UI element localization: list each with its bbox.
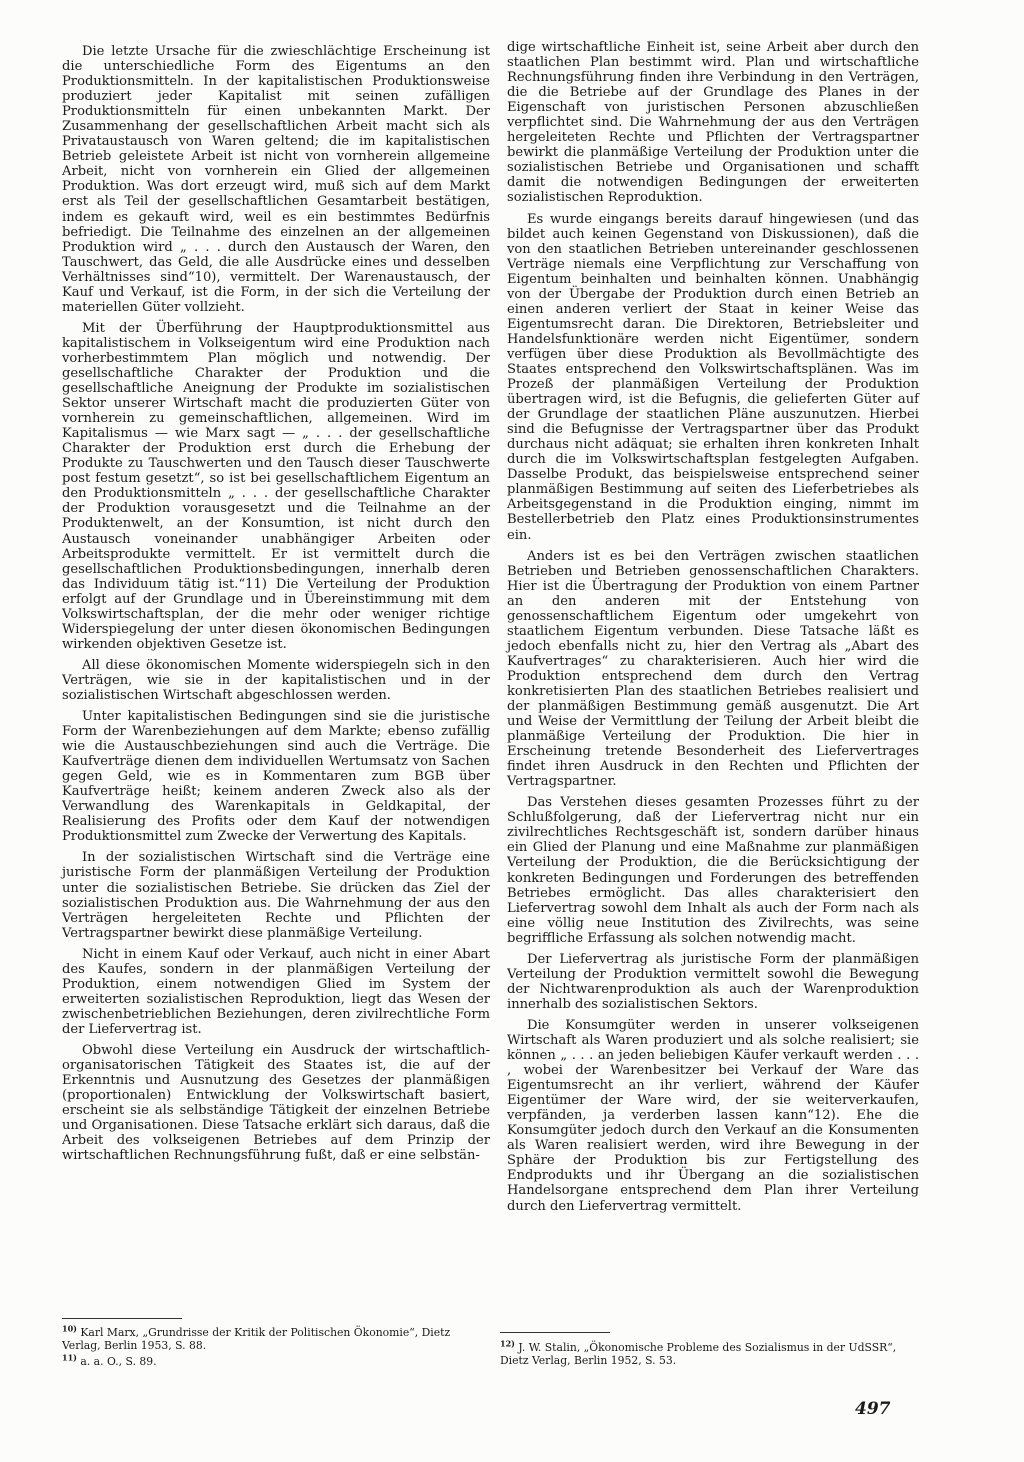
paragraph: Es wurde eingangs bereits darauf hingewiesen (und das bildet auch keinen Gegenstand von Diskussionen), daß die von den staatlichen Betrieben untereinander geschlossenen Verträge niemals eine Verpflichtung zur Verschaffung von Eigentum beinhalten und beinhalten können. Unabhängig von der Übergabe der Produktion durch einen Betrieb an einen anderen verliert der Staat in keiner Weise das Eigentumsrecht daran. Die Direktoren, Betriebsleiter und Handelsfunktionäre werden nicht Eigentümer, sondern verfügen über diese Produktion als Bevollmächtigte des Staates entsprechend den Volkswirtschaftsplänen. Was im Prozeß der planmäßigen Verteilung der Produktion übertragen wird, ist die Befugnis, die gelieferten Güter auf der Grundlage der staatlichen Pläne auszunutzen. Hierbei sind die Befugnisse der Vertragspartner über das Produkt durchaus nicht adäquat; sie erhalten ihren konkreten Inhalt durch die im Volkswirtschaftsplan festgelegten Aufgaben. Dasselbe Produkt, das beispielsweise entsprechend seiner planmäßigen Bestimmung auf seiten des Lieferbetriebes als Arbeitsgegenstand in die Produktion einging, nimmt im Bestellerbetrieb den Platz eines Produktionsinstrumentes ein.	[507, 211, 919, 543]
footnote-mark: 11)	[62, 1352, 77, 1363]
footnote-mark: 12)	[500, 1338, 515, 1349]
paragraph: Die letzte Ursache für die zwieschlächtige Erscheinung ist die unterschiedliche Form des Eigentums an den Produktionsmitteln. In der kapitalistischen Produktionsweise produziert jeder Kapitalist mit seinen zufälligen Produktionsmitteln für einen unbekannten Markt. Der Zusammenhang der gesellschaftlichen Arbeit macht sich als Privataustausch von Waren geltend; die im kapitalistischen Betrieb geleistete Arbeit ist nicht von vornherein allgemeine Arbeit, nicht von vornherein ein Glied der allgemeinen Produktion. Was dort erzeugt wird, muß sich auf dem Markt erst als Teil der gesellschaftlichen Gesamtarbeit bestätigen, indem es gekauft wird, weil es ein bestimmtes Bedürfnis befriedigt. Die Teilnahme des einzelnen an der allgemeinen Produktion wird „ . . . durch den Austausch der Waren, den Tauschwert, das Geld, die alle Ausdrücke eines und desselben Verhältnisses sind“10), vermittelt. Der Warenaustausch, der Kauf und Verkauf, ist die Form, in der sich die Verteilung der materiellen Güter vollzieht.	[62, 44, 490, 315]
paragraph: Der Liefervertrag als juristische Form der planmäßigen Verteilung der Produktion vermittelt sowohl die Bewegung der Nichtwarenproduktion als auch der Warenproduktion innerhalb des sozialistischen Sektors.	[507, 951, 919, 1012]
paragraph: All diese ökonomischen Momente widerspiegeln sich in den Verträgen, wie sie in der kapitalistischen und in der sozialistischen Wirtschaft abgeschlossen werden.	[62, 657, 490, 703]
paragraph: Unter kapitalistischen Bedingungen sind sie die juristische Form der Warenbeziehungen auf dem Markte; ebenso zufällig wie die Austauschbeziehungen sind auch die Verträge. Die Kaufverträge dienen dem individuellen Wertumsatz von Sachen gegen Geld, wie es in Kommentaren zum BGB über Kaufverträge heißt; keinem anderen Zweck also als der Verwandlung des Warenkapitals in Geldkapital, der Realisierung des Profits oder dem Kauf der notwendigen Produktionsmittel zum Zwecke der Verwertung des Kapitals.	[62, 709, 490, 845]
paragraph: Obwohl diese Verteilung ein Ausdruck der wirtschaftlich-organisatorischen Tätigkeit des Staates ist, die auf der Erkenntnis und Ausnutzung des Gesetzes der planmäßigen (proportionalen) Entwicklung der Volkswirtschaft basiert, erscheint sie als selbständige Tätigkeit der einzelnen Betriebe und Organisationen. Diese Tatsache erklärt sich daraus, daß die Arbeit des volkseigenen Betriebes auf dem Prinzip der wirtschaftlichen Rechnungsführung fußt, daß er eine selbstän-	[62, 1043, 490, 1164]
left-column	[62, 44, 490, 1169]
page-number: 497	[855, 1399, 891, 1419]
footnotes-left	[62, 1323, 490, 1371]
paragraph: Nicht in einem Kauf oder Verkauf, auch nicht in einer Abart des Kaufes, sondern in der planmäßigen Verteilung der Produktion, einem notwendigen Glied im System der erweiterten sozialistischen Reproduktion, liegt das Wesen der zwischenbetrieblichen Beziehungen, deren zivilrechtliche Form der Liefervertrag ist.	[62, 946, 490, 1037]
footnote-mark: 10)	[62, 1323, 77, 1334]
footnote-divider	[500, 1332, 610, 1333]
paragraph: Anders ist es bei den Verträgen zwischen staatlichen Betrieben und Betrieben genossenschaftlichen Charakters. Hier ist die Übertragung der Produktion von einem Partner an den anderen mit der Entstehung von genossenschaftlichem Eigentum oder umgekehrt von staatlichem Eigentum verbunden. Diese Tatsache läßt es jedoch ebenfalls nicht zu, hier den Vertrag als „Abart des Kaufvertrages“ zu charakterisieren. Auch hier wird die Produktion entsprechend dem durch den Vertrag konkretisierten Plan des staatlichen Betriebes realisiert und der planmäßigen Bestimmung gemäß ausgenutzt. Die Art und Weise der Vermittlung der Teilung der Arbeit bleibt die planmäßige Verteilung der Produktion. Die hier in Erscheinung tretende Besonderheit des Liefervertrages findet ihren Ausdruck in den Rechten und Pflichten der Vertragspartner.	[507, 548, 919, 790]
footnote-12	[500, 1338, 920, 1367]
footnote-text: a. a. O., S. 89.	[80, 1355, 157, 1368]
footnote-10	[62, 1323, 490, 1352]
footnote-text: J. W. Stalin, „Ökonomische Probleme des Sozialismus in der UdSSR“, Dietz Verlag, Berlin 1952, S. 53.	[500, 1341, 897, 1367]
paragraph: Mit der Überführung der Hauptproduktionsmittel aus kapitalistischem in Volkseigentum wird eine Produktion nach vorherbestimmtem Plan möglich und notwendig. Der gesellschaftliche Charakter der Produktion und die gesellschaftliche Aneignung der Produkte im sozialistischen Sektor unserer Wirtschaft macht die produzierten Güter von vornherein zu gemeinschaftlichen, allgemeinen. Wird im Kapitalismus — wie Marx sagt — „ . . . der gesellschaftliche Charakter der Produktion erst durch die Erhebung der Produkte zu Tauschwerten und den Tausch dieser Tauschwerte post festum gesetzt“, so ist bei gesellschaftlichem Eigentum an den Produktionsmitteln „ . . . der gesellschaftliche Charakter der Produktion vorausgesetzt und die Teilnahme an der Produktenwelt, an der Konsumtion, ist nicht durch den Austausch voneinander unabhängiger Arbeiten oder Arbeitsprodukte vermittelt. Er ist vermittelt durch die gesellschaftlichen Produktionsbedingungen, innerhalb deren das Individuum tätig ist.“11) Die Verteilung der Produktion erfolgt auf der Grundlage und in Übereinstimmung mit dem Volkswirtschaftsplan, der die mehr oder weniger richtige Widerspiegelung der unter diesen ökonomischen Bedingungen wirkenden objektiven Gesetze ist.	[62, 320, 490, 652]
right-column	[507, 40, 919, 1220]
footnote-11	[62, 1352, 490, 1368]
footnote-divider	[62, 1318, 182, 1319]
footnotes-right	[500, 1338, 920, 1370]
paragraph: In der sozialistischen Wirtschaft sind die Verträge eine juristische Form der planmäßigen Verteilung der Produktion unter die sozialistischen Betriebe. Sie drücken das Ziel der sozialistischen Produktion aus. Die Wahrnehmung der aus den Verträgen hergeleiteten Rechte und Pflichten der Vertragspartner bewirkt diese planmäßige Verteilung.	[62, 850, 490, 941]
paragraph-continued: dige wirtschaftliche Einheit ist, seine Arbeit aber durch den staatlichen Plan bestimmt wird. Plan und wirtschaftliche Rechnungsführung finden ihre Verbindung in den Verträgen, die die Betriebe auf der Grundlage des Planes in der Eigenschaft von juristischen Personen abzuschließen verpflichtet sind. Die Wahrnehmung der aus den Verträgen hergeleiteten Rechte und Pflichten der Vertragspartner bewirkt die planmäßige Verteilung der Produktion unter die sozialistischen Betriebe und Organisationen und schafft damit die notwendigen Bedingungen der erweiterten sozialistischen Reproduktion.	[507, 40, 919, 206]
paragraph: Das Verstehen dieses gesamten Prozesses führt zu der Schlußfolgerung, daß der Liefervertrag nicht nur ein zivilrechtliches Rechtsgeschäft ist, sondern darüber hinaus ein Glied der Planung und eine Maßnahme zur planmäßigen Verteilung der Produktion, die die Berücksichtigung der konkreten Bedingungen und Forderungen des betreffenden Betriebes ermöglicht. Das alles charakterisiert den Liefervertrag sowohl dem Inhalt als auch der Form nach als eine völlig neue Institution des Zivilrechts, was seine begriffliche Erfassung als solchen notwendig macht.	[507, 795, 919, 946]
footnote-text: Karl Marx, „Grundrisse der Kritik der Politischen Ökonomie“, Dietz Verlag, Berlin 1953, S. 88.	[62, 1326, 451, 1352]
paragraph: Die Konsumgüter werden in unserer volkseigenen Wirtschaft als Waren produziert und als solche realisiert; sie können „ . . . an jeden beliebigen Käufer verkauft werden . . . , wobei der Warenbesitzer bei Verkauf der Ware das Eigentumsrecht an ihr verliert, während der Käufer Eigentümer der Ware wird, der sie weiterverkaufen, verpfänden, ja verderben lassen kann“12). Ehe die Konsumgüter jedoch durch den Verkauf an die Konsumenten als Waren realisiert werden, wird ihre Bewegung in der Sphäre der Produktion bis zur Fertigstellung des Endprodukts und ihr Übergang an die sozialistischen Handelsorgane entsprechend dem Plan ihrer Verteilung durch den Liefervertrag vermittelt.	[507, 1017, 919, 1214]
